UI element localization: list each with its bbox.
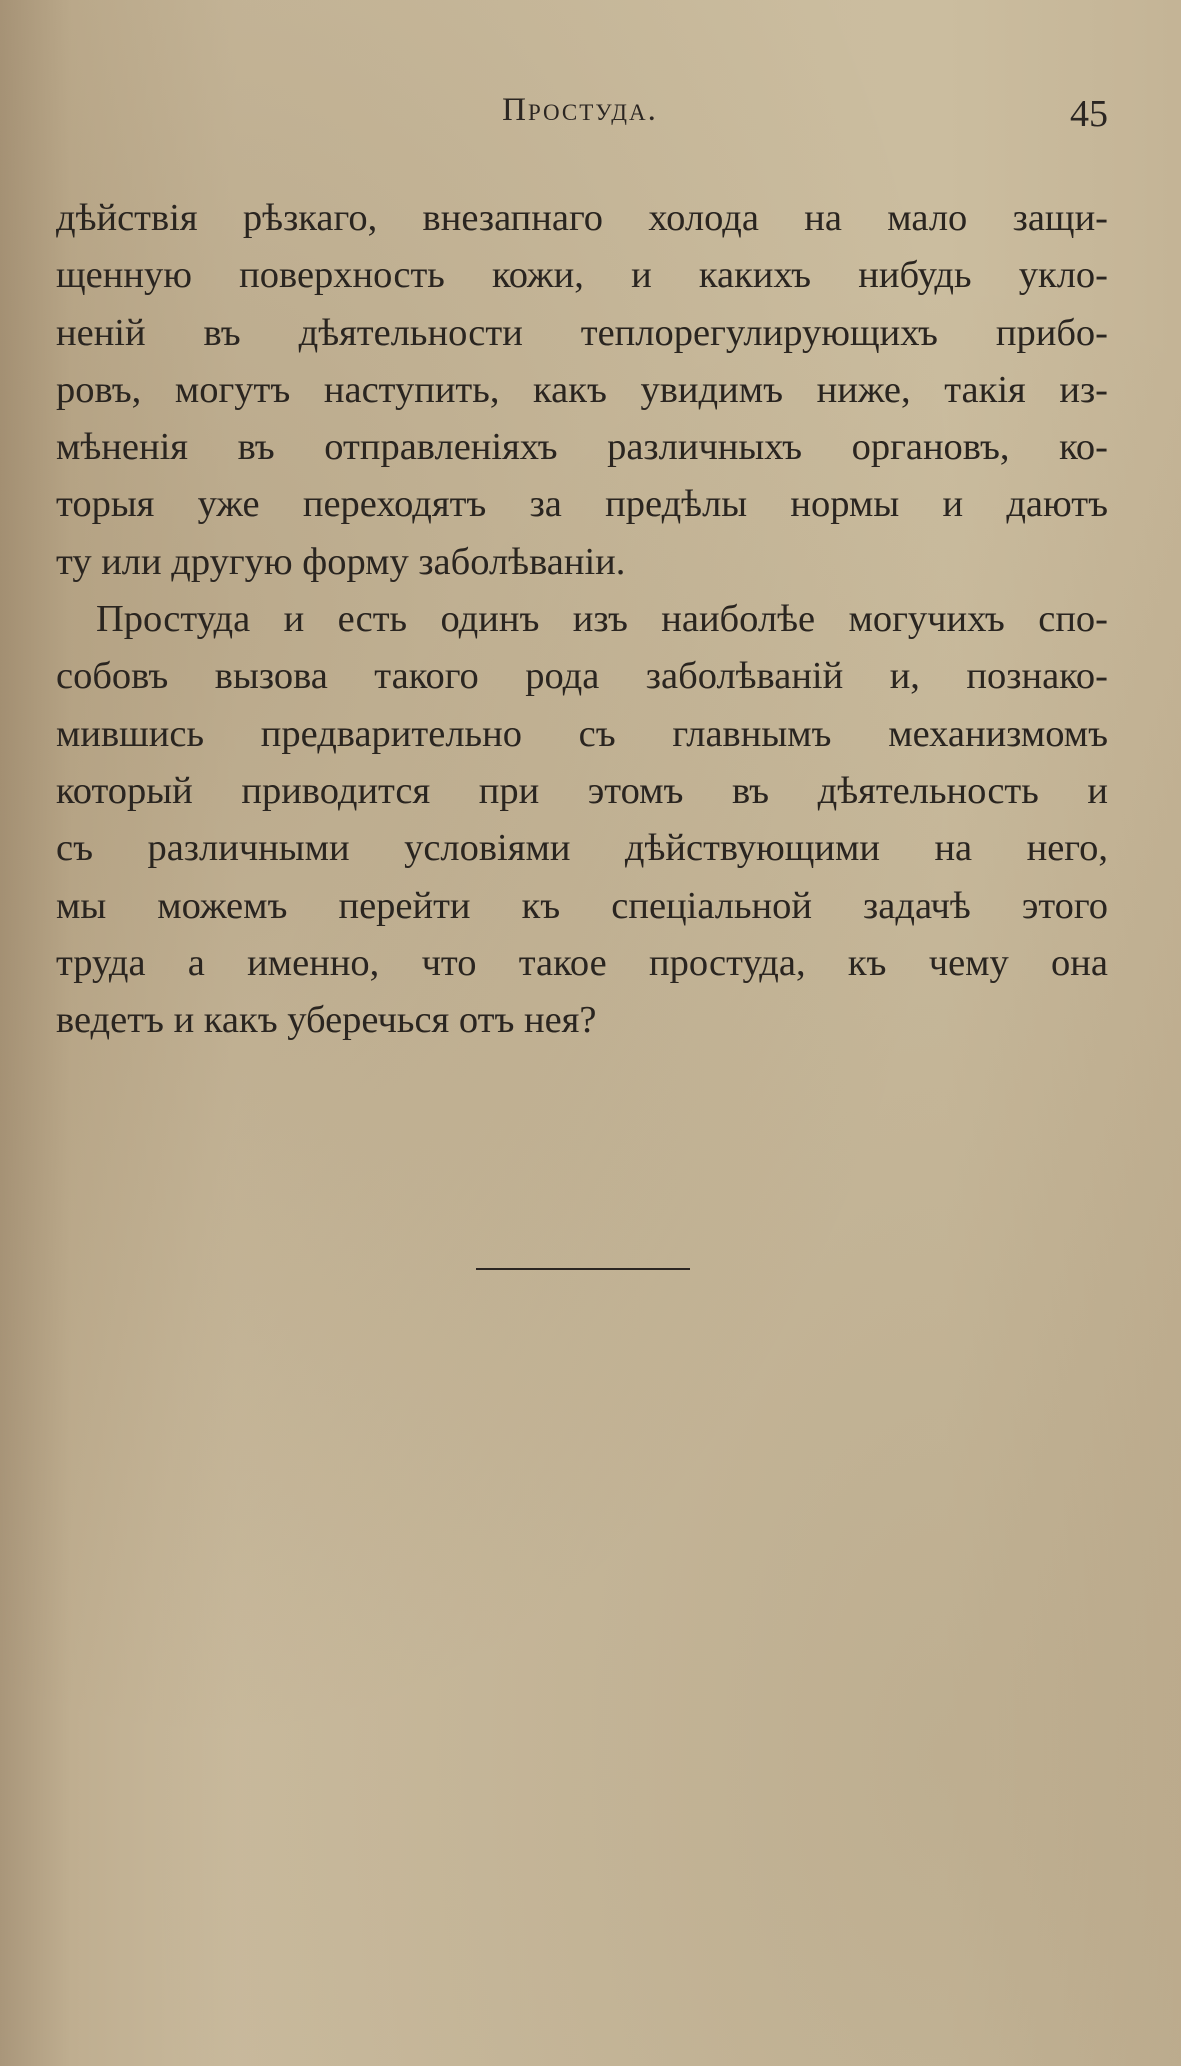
body-text <box>56 190 1108 1049</box>
text-line: съ различными условіями дѣйствующими на него, <box>56 827 1108 870</box>
running-head <box>52 92 1108 142</box>
text-line: мы можемъ перейти къ спеціальной задачѣ этого <box>56 884 1108 927</box>
running-title: Простуда. <box>502 92 658 128</box>
text-line: дѣйствія рѣзкаго, внезапнаго холода на мало защи- <box>56 197 1108 239</box>
text-line: Простуда и есть одинъ изъ наиболѣе могучихъ спо- <box>96 598 1108 641</box>
text-line: который приводится при этомъ въ дѣятельность и <box>56 769 1108 812</box>
text-line: ровъ, могутъ наступить, какъ увидимъ ниже, такія из- <box>56 368 1108 411</box>
text-line: ту или другую форму заболѣваніи. <box>56 540 626 583</box>
text-line: мившись предварительно съ главнымъ механизмомъ <box>56 712 1108 755</box>
text-line: мѣненія въ отправленіяхъ различныхъ органовъ, ко- <box>56 426 1108 469</box>
text-line: неній въ дѣятельности теплорегулирующихъ прибо- <box>56 311 1108 354</box>
text-line: торыя уже переходятъ за предѣлы нормы и даютъ <box>56 483 1108 526</box>
text-line: собовъ вызова такого рода заболѣваній и, познако- <box>56 655 1108 698</box>
text-line: щенную поверхность кожи, и какихъ нибудь укло- <box>56 254 1108 297</box>
section-divider <box>476 1268 690 1270</box>
page-number: 45 <box>1070 93 1108 135</box>
text-line: труда а именно, что такое простуда, къ чему она <box>56 941 1108 984</box>
text-line: ведетъ и какъ уберечься отъ нея? <box>56 999 597 1042</box>
